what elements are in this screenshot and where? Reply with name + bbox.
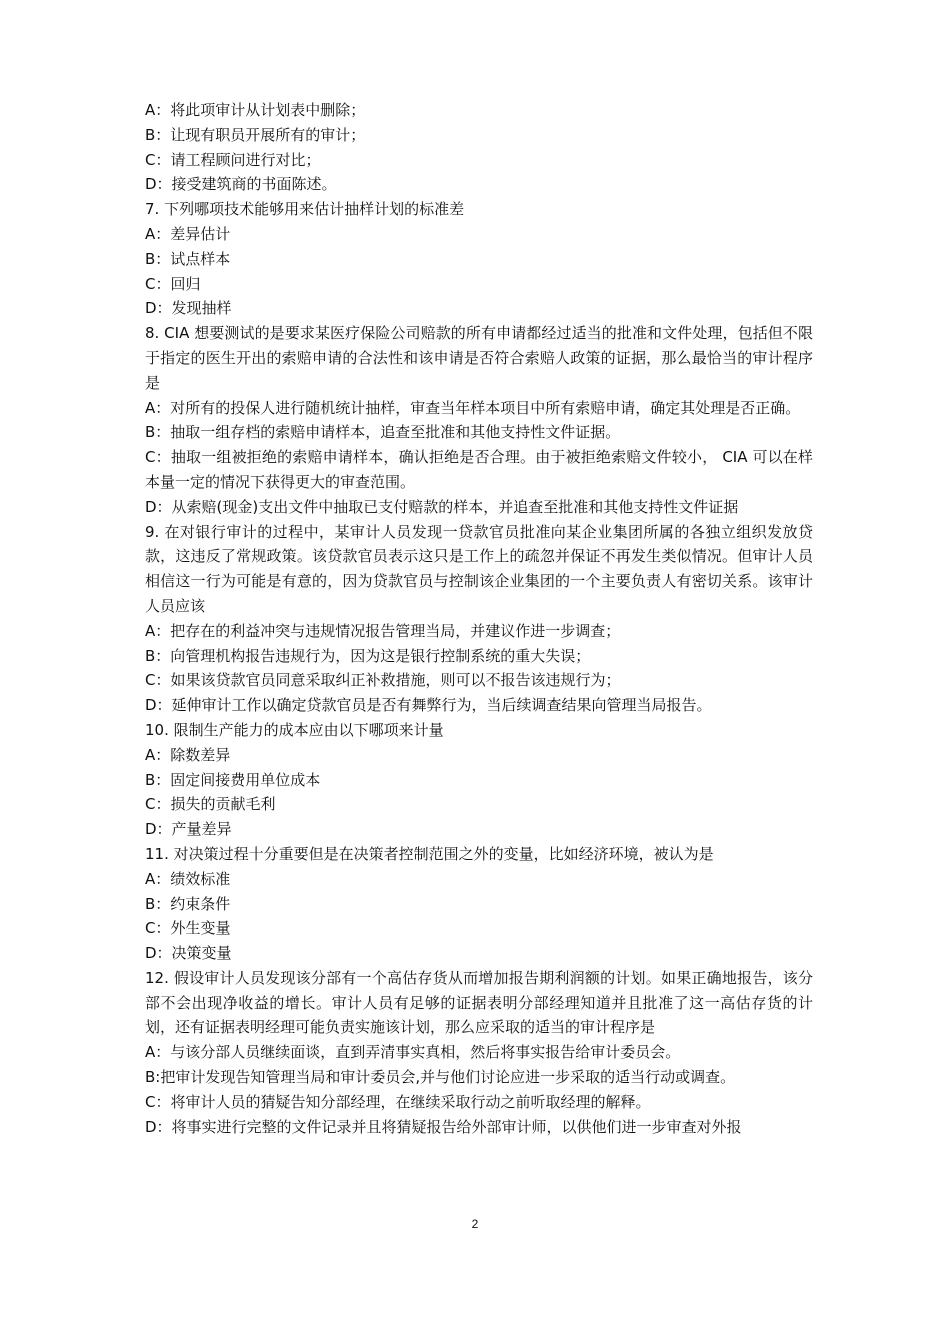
text-line: 10. 限制生产能力的成本应由以下哪项来计量 bbox=[145, 720, 444, 739]
text-paragraph: C：抽取一组被拒绝的索赔申请样本，确认拒绝是否合理。由于被拒绝索赔文件较小， CIA 可以在样本量一定的情况下获得更大的审查范围。 bbox=[145, 448, 813, 491]
page-number: 2 bbox=[471, 1217, 479, 1231]
text-line: D：产量差异 bbox=[145, 820, 232, 839]
text-paragraph: 8. CIA 想要测试的是要求某医疗保险公司赔款的所有申请都经过适当的批准和文件处理，包括但不限于指定的医生开出的索赔申请的合法性和该申请是否符合索赔人政策的证据，那么最恰当的审计程序是 bbox=[145, 324, 813, 392]
text-line: A：把存在的利益冲突与违规情况报告管理当局，并建议作进一步调查； bbox=[145, 621, 621, 640]
text-line: B:把审计发现告知管理当局和审计委员会,并与他们讨论应进一步采取的适当行动或调查。 bbox=[145, 1068, 736, 1087]
text-line: C：将审计人员的猜疑告知分部经理，在继续采取行动之前听取经理的解释。 bbox=[145, 1092, 651, 1111]
text-line: D：决策变量 bbox=[145, 944, 232, 963]
text-line: D：接受建筑商的书面陈述。 bbox=[145, 175, 337, 194]
text-line: B：向管理机构报告违规行为，因为这是银行控制系统的重大失误； bbox=[145, 646, 591, 665]
text-line: 7. 下列哪项技术能够用来估计抽样计划的标准差 bbox=[145, 200, 465, 219]
text-line: C：回归 bbox=[145, 274, 201, 293]
text-line: A：与该分部人员继续面谈，直到弄清事实真相，然后将事实报告给审计委员会。 bbox=[145, 1043, 681, 1062]
text-line: D：从索赔(现金)支出文件中抽取已支付赔款的样本，并追查至批准和其他支持性文件证据 bbox=[145, 497, 739, 516]
text-paragraph: A：对所有的投保人进行随机统计抽样，审查当年样本项目中所有索赔申请，确定其处理是否正确。 bbox=[145, 398, 801, 417]
text-line: A：除数差异 bbox=[145, 745, 231, 764]
text-paragraph: 9. 在对银行审计的过程中，某审计人员发现一贷款官员批准向某企业集团所属的各独立组织发放贷款，这违反了常规政策。该贷款官员表示这只是工作上的疏忽并保证不再发生类似情况。但审计人员相信这一行为可能是有意的，因为贷款官员与控制该企业集团的一个主要负责人有密切关系。该审计人员应该 bbox=[145, 522, 813, 615]
text-line: B：固定间接费用单位成本 bbox=[145, 770, 321, 789]
text-line: C：请工程顾问进行对比； bbox=[145, 150, 321, 169]
text-paragraph: 12. 假设审计人员发现该分部有一个高估存货从而增加报告期利润额的计划。如果正确地报告，该分部不会出现净收益的增长。审计人员有足够的证据表明分部经理知道并且批准了这一高估存货的计划，还有证据表明经理可能负责实施该计划，那么应采取的适当的审计程序是 bbox=[145, 968, 813, 1037]
text-line: A：差异估计 bbox=[145, 224, 231, 243]
text-line: C：外生变量 bbox=[145, 919, 231, 938]
text-line: D：发现抽样 bbox=[145, 299, 232, 318]
text-line: B：抽取一组存档的索赔申请样本，追查至批准和其他支持性文件证据。 bbox=[145, 423, 621, 442]
text-line: A：将此项审计从计划表中删除； bbox=[145, 101, 366, 119]
document-body bbox=[145, 98, 813, 1139]
text-line: B：约束条件 bbox=[145, 894, 231, 913]
text-line: A：绩效标准 bbox=[145, 869, 231, 888]
text-line: B：试点样本 bbox=[145, 249, 231, 268]
text-line: C：如果该贷款官员同意采取纠正补救措施，则可以不报告该违规行为； bbox=[145, 671, 621, 690]
text-line: C：损失的贡献毛利 bbox=[145, 795, 276, 814]
text-line: 11. 对决策过程十分重要但是在决策者控制范围之外的变量，比如经济环境，被认为是 bbox=[145, 844, 714, 863]
text-line: D：延伸审计工作以确定贷款官员是否有舞弊行为，当后续调查结果向管理当局报告。 bbox=[145, 696, 712, 715]
text-line: D：将事实进行完整的文件记录并且将猜疑报告给外部审计师，以供他们进一步审查对外报 bbox=[145, 1117, 742, 1136]
text-line: B：让现有职员开展所有的审计； bbox=[145, 125, 366, 144]
